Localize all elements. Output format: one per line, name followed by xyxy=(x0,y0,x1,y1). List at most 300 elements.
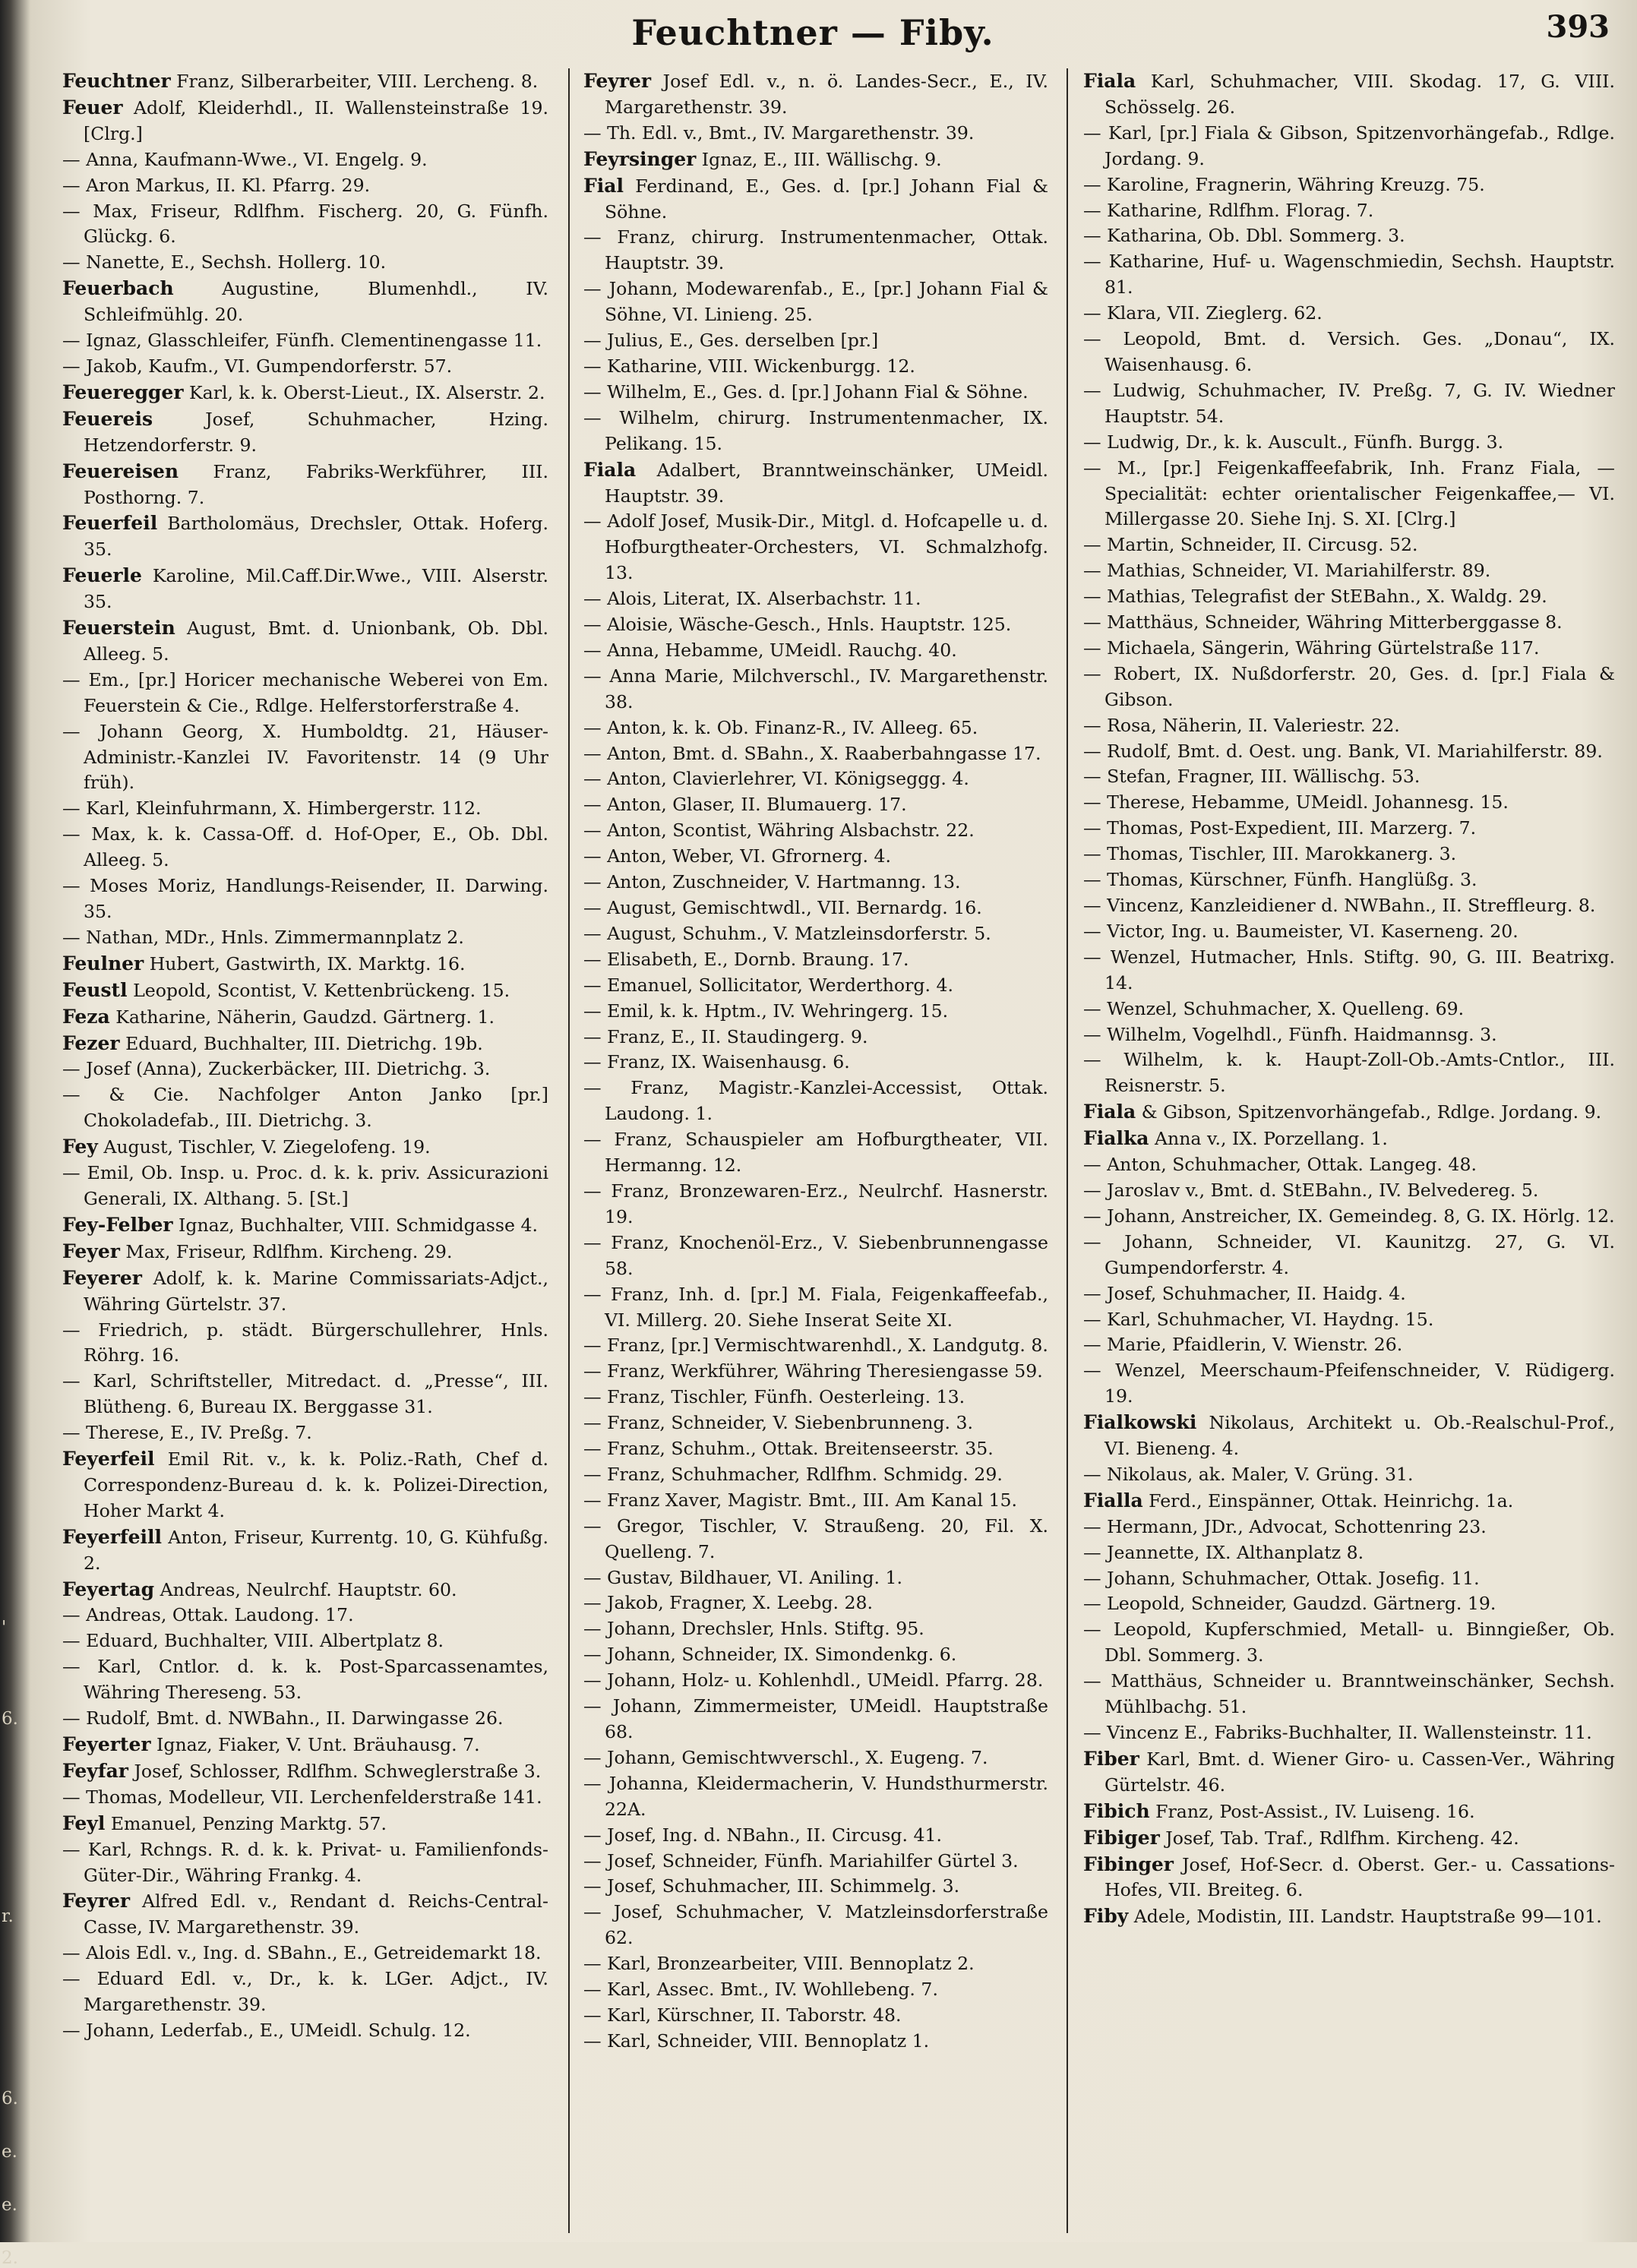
margin-fragment: 2. xyxy=(2,2248,18,2268)
surname-heading: Fiala xyxy=(1083,70,1136,92)
entry-text: — Andreas, Ottak. Laudong. 17. xyxy=(62,1604,354,1626)
directory-entry xyxy=(1083,198,1615,224)
entry-text: — Rosa, Näherin, II. Valeriestr. 22. xyxy=(1083,714,1400,736)
surname-heading: Feyerfeill xyxy=(62,1525,163,1548)
directory-entry xyxy=(62,1239,548,1265)
directory-entry xyxy=(1083,1152,1615,1178)
entry-text: Eduard, Buchhalter, III. Dietrichg. 19b. xyxy=(125,1032,483,1054)
entry-text: — Wenzel, Hutmacher, Hnls. Stiftg. 90, G. III. Beatrixg. 14. xyxy=(1083,946,1615,993)
entry-text: Anton, Friseur, Kurrentg. 10, G. Kühfußg. 2. xyxy=(84,1526,548,1574)
page-number: 393 xyxy=(1546,9,1610,45)
directory-entry xyxy=(583,1230,1048,1282)
surname-heading: Feulner xyxy=(62,952,144,974)
directory-entry xyxy=(1083,997,1615,1022)
directory-entry xyxy=(62,822,548,873)
directory-entry xyxy=(583,741,1048,767)
entry-text: — Franz, Inh. d. [pr.] M. Fiala, Feigenkaffeefab., VI. Millerg. 20. Siehe Inserat Seite XI. xyxy=(583,1283,1048,1331)
entry-text: Emanuel, Penzing Marktg. 57. xyxy=(110,1812,387,1834)
directory-entry xyxy=(583,921,1048,947)
entry-text: — Katharine, VIII. Wickenburgg. 12. xyxy=(583,355,915,377)
directory-entry xyxy=(583,1642,1048,1668)
entry-text: — Johann, Modewarenfab., E., [pr.] Johann Fial & Söhne, VI. Linieng. 25. xyxy=(583,278,1048,326)
entry-text: — Wilhelm, chirurg. Instrumentenmacher, IX. Pelikang. 15. xyxy=(583,406,1048,454)
surname-heading: Feuerbach xyxy=(62,277,174,300)
surname-heading: Feyer xyxy=(62,1240,120,1262)
directory-entry xyxy=(1083,1488,1615,1515)
directory-entry xyxy=(1083,893,1615,919)
directory-entry xyxy=(1083,249,1615,301)
entry-text: — Johanna, Kleidermacherin, V. Hundsthurmerstr. 22A. xyxy=(583,1772,1048,1820)
directory-entry xyxy=(62,1732,548,1758)
entry-text: — Adolf Josef, Musik-Dir., Mitgl. d. Hofcapelle u. d. Hofburgtheater-Orchesters, VI. Schmalzhofg. 13. xyxy=(583,510,1048,584)
directory-entry xyxy=(583,1025,1048,1050)
directory-entry xyxy=(583,1745,1048,1771)
surname-heading: Feueregger xyxy=(62,381,184,403)
entry-text: — Franz, Bronzewaren-Erz., Neulrchf. Hasnerstr. 19. xyxy=(583,1180,1048,1227)
entry-text: — Klara, VII. Zieglerg. 62. xyxy=(1083,302,1323,324)
directory-entry xyxy=(1083,1126,1615,1152)
surname-heading: Fial xyxy=(583,174,624,197)
directory-entry xyxy=(62,173,548,199)
entry-text: Adalbert, Branntweinschänker, UMeidl. Hauptstr. 39. xyxy=(605,459,1048,507)
entry-text: — Max, k. k. Cassa-Off. d. Hof-Oper, E., Ob. Dbl. Alleeg. 5. xyxy=(62,823,548,871)
entry-text: — Elisabeth, E., Dornb. Braung. 17. xyxy=(583,948,909,970)
entry-text: Ignaz, E., III. Wällischg. 9. xyxy=(701,148,942,170)
directory-entry xyxy=(62,1888,548,1941)
entry-text: Emil Rit. v., k. k. Poliz.-Rath, Chef d. Correspondenz-Bureau d. k. k. Polizei-Direction, Hoher Markt 4. xyxy=(84,1448,548,1521)
entry-text: — Alois Edl. v., Ing. d. SBahn., E., Getreidemarkt 18. xyxy=(62,1942,542,1964)
entry-text: — Franz, IX. Waisenhausg. 6. xyxy=(583,1051,850,1073)
directory-entry xyxy=(583,225,1048,276)
directory-entry xyxy=(62,1161,548,1212)
surname-heading: Fibiger xyxy=(1083,1826,1160,1849)
directory-entry xyxy=(583,173,1048,226)
directory-entry xyxy=(583,1514,1048,1565)
entry-text: — Gustav, Bildhauer, VI. Aniling. 1. xyxy=(583,1566,902,1588)
entry-text: — Anton, Scontist, Währing Alsbachstr. 22. xyxy=(583,820,975,842)
entry-text: — Mathias, Telegrafist der StEBahn., X. Waldg. 29. xyxy=(1083,586,1547,608)
entry-text: — Thomas, Post-Expedient, III. Marzerg. 7. xyxy=(1083,817,1477,839)
entry-text: Andreas, Neulrchf. Hauptstr. 60. xyxy=(160,1578,457,1600)
entry-text: Leopold, Scontist, V. Kettenbrückeng. 15. xyxy=(133,979,510,1001)
directory-entry xyxy=(1083,1022,1615,1048)
margin-fragment: e. xyxy=(2,2142,17,2162)
entry-text: Josef, Schuhmacher, Hzing. Hetzendorferstr. 9. xyxy=(84,408,548,456)
entry-text: — Wilhelm, k. k. Haupt-Zoll-Ob.-Amts-Cntlor., III. Reisnerstr. 5. xyxy=(1083,1049,1615,1097)
entry-text: — Karl, Kleinfuhrmann, X. Himbergerstr. 112. xyxy=(62,798,482,820)
entry-text: — Franz, E., II. Staudingerg. 9. xyxy=(583,1025,868,1047)
directory-entry xyxy=(583,896,1048,921)
entry-text: — Josef (Anna), Zuckerbäcker, III. Dietrichg. 3. xyxy=(62,1058,491,1080)
directory-entry xyxy=(62,978,548,1004)
directory-entry xyxy=(1083,816,1615,842)
directory-entry xyxy=(583,715,1048,741)
entry-text: — Marie, Pfaidlerin, V. Wienstr. 26. xyxy=(1083,1334,1403,1356)
directory-entry xyxy=(583,354,1048,380)
directory-entry xyxy=(1083,327,1615,378)
directory-entry xyxy=(62,796,548,822)
entry-text: Josef, Schlosser, Rdlfhm. Schweglerstraße 3. xyxy=(134,1760,542,1782)
directory-entry xyxy=(62,354,548,380)
directory-entry xyxy=(62,1785,548,1811)
entry-text: — Mathias, Schneider, VI. Mariahilferstr. 89. xyxy=(1083,560,1491,582)
directory-entry xyxy=(62,615,548,668)
margin-fragment: e. xyxy=(2,2195,17,2215)
entry-text: — Aloisie, Wäsche-Gesch., Hnls. Hauptstr. 125. xyxy=(583,614,1012,636)
entry-text: Katharine, Näherin, Gaudzd. Gärtnerg. 1. xyxy=(115,1006,495,1028)
surname-heading: Feuerle xyxy=(62,564,142,587)
entry-text: — Wenzel, Meerschaum-Pfeifenschneider, V. Rüdigerg. 19. xyxy=(1083,1360,1615,1407)
directory-entry xyxy=(1083,1799,1615,1825)
directory-entry xyxy=(62,1837,548,1889)
directory-entry xyxy=(583,612,1048,638)
surname-heading: Feuereisen xyxy=(62,460,179,482)
entry-text: — Johann, Drechsler, Hnls. Stiftg. 95. xyxy=(583,1618,924,1640)
directory-entry xyxy=(62,1134,548,1161)
directory-entry xyxy=(62,719,548,797)
entry-text: — Anna Marie, Milchverschl., IV. Margarethenstr. 38. xyxy=(583,665,1048,712)
directory-entry xyxy=(1083,1099,1615,1126)
entry-text: — Rudolf, Bmt. d. Oest. ung. Bank, VI. Mariahilferstr. 89. xyxy=(1083,740,1603,762)
directory-entry xyxy=(583,1951,1048,1977)
entry-text: — Katharine, Huf- u. Wagenschmiedin, Sechsh. Hauptstr. 81. xyxy=(1083,251,1615,299)
directory-entry xyxy=(583,999,1048,1025)
surname-heading: Feyertag xyxy=(62,1578,155,1600)
entry-text: Ferdinand, E., Ges. d. [pr.] Johann Fial & Söhne. xyxy=(605,175,1048,223)
entry-text: — Johann, Holz- u. Kohlenhdl., UMeidl. Pfarrg. 28. xyxy=(583,1669,1044,1692)
directory-entry xyxy=(1083,456,1615,533)
entry-text: — Moses Moriz, Handlungs-Reisender, II. Darwing. 35. xyxy=(62,875,548,922)
entry-text: — Franz, Schauspieler am Hofburgtheater, VII. Hermanng. 12. xyxy=(583,1129,1048,1177)
entry-text: — Karl, Schriftsteller, Mitredact. d. „Presse“, III. Blütheng. 6, Bureau IX. Berggasse 31. xyxy=(62,1370,548,1418)
directory-entry xyxy=(62,95,548,147)
entry-text: — Karl, Cntlor. d. k. k. Post-Sparcassenamtes, Währing Thereseng. 53. xyxy=(62,1656,548,1704)
surname-heading: Feza xyxy=(62,1005,110,1028)
directory-entry xyxy=(1083,1410,1615,1462)
entry-text: — Therese, E., IV. Preßg. 7. xyxy=(62,1422,312,1444)
directory-entry xyxy=(583,328,1048,354)
directory-entry xyxy=(1083,1358,1615,1410)
entry-text: — Aron Markus, II. Kl. Pfarrg. 29. xyxy=(62,174,371,196)
directory-entry xyxy=(62,1318,548,1369)
directory-entry xyxy=(1083,1746,1615,1799)
directory-entry xyxy=(583,147,1048,173)
directory-entry xyxy=(1083,713,1615,739)
entry-text: — Michaela, Sängerin, Währing Gürtelstraße 117. xyxy=(1083,636,1540,659)
directory-entry xyxy=(1083,378,1615,430)
directory-entry xyxy=(583,1282,1048,1334)
directory-entry xyxy=(62,925,548,951)
directory-entry xyxy=(583,1050,1048,1076)
directory-column-3 xyxy=(1083,68,1615,2233)
directory-entry xyxy=(583,586,1048,612)
entry-text: — Anna, Kaufmann-Wwe., VI. Engelg. 9. xyxy=(62,148,428,170)
entry-text: Franz, Post-Assist., IV. Luiseng. 16. xyxy=(1155,1800,1475,1822)
directory-entry xyxy=(583,457,1048,510)
entry-text: — Karl, Rchngs. R. d. k. k. Privat- u. Familienfonds-Güter-Dir., Währing Frankg. 4. xyxy=(62,1838,548,1886)
directory-entry xyxy=(62,563,548,615)
entry-text: — Thomas, Tischler, III. Marokkanerg. 3. xyxy=(1083,843,1457,865)
directory-entry xyxy=(583,766,1048,792)
entry-text: — Eduard Edl. v., Dr., k. k. LGer. Adjct., IV. Margarethenstr. 39. xyxy=(62,1968,548,2016)
surname-heading: Fiala xyxy=(583,458,637,481)
entry-text: — Ludwig, Schuhmacher, IV. Preßg. 7, G. IV. Wiedner Hauptstr. 54. xyxy=(1083,379,1615,427)
entry-text: — Friedrich, p. städt. Bürgerschullehrer, Hnls. Röhrg. 16. xyxy=(62,1319,548,1366)
entry-text: — Anton, Glaser, II. Blumauerg. 17. xyxy=(583,794,907,816)
entry-text: — Emanuel, Sollicitator, Werderthorg. 4. xyxy=(583,974,954,996)
entry-text: — Matthäus, Schneider u. Branntweinschänker, Sechsh. Mühlbachg. 51. xyxy=(1083,1670,1615,1718)
directory-entry xyxy=(1083,1566,1615,1592)
surname-heading: Feyrsinger xyxy=(583,147,697,170)
directory-entry xyxy=(62,1524,548,1577)
entry-text: — Leopold, Kupferschmied, Metall- u. Binngießer, Ob. Dbl. Sommerg. 3. xyxy=(1083,1619,1615,1666)
column-divider xyxy=(568,68,570,2233)
entry-text: Alfred Edl. v., Rendant d. Reichs-Central-Casse, IV. Margarethenstr. 39. xyxy=(84,1891,548,1938)
directory-entry xyxy=(62,510,548,563)
entry-text: — August, Schuhm., V. Matzleinsdorferstr. 5. xyxy=(583,922,991,944)
entry-text: — Nanette, E., Sechsh. Hollerg. 10. xyxy=(62,251,387,273)
directory-entry xyxy=(1083,662,1615,713)
directory-entry xyxy=(583,1436,1048,1462)
entry-text: — Franz, Magistr.-Kanzlei-Accessist, Ottak. Laudong. 1. xyxy=(583,1077,1048,1125)
directory-entry xyxy=(62,1082,548,1134)
surname-heading: Feyrer xyxy=(583,70,652,92)
directory-entry xyxy=(1083,430,1615,456)
entry-text: — Johann, Anstreicher, IX. Gemeindeg. 8, G. IX. Hörlg. 12. xyxy=(1083,1205,1615,1227)
entry-text: — Leopold, Schneider, Gaudzd. Gärtnerg. 19. xyxy=(1083,1593,1496,1615)
entry-text: — Franz, Werkführer, Währing Theresiengasse 59. xyxy=(583,1360,1043,1382)
entry-text: — Karl, [pr.] Fiala & Gibson, Spitzenvorhängefab., Rdlge. Jordang. 9. xyxy=(1083,122,1615,169)
directory-entry xyxy=(1083,121,1615,172)
entry-text: — Franz, [pr.] Vermischtwarenhdl., X. Landgutg. 8. xyxy=(583,1335,1048,1357)
directory-entry xyxy=(1083,1825,1615,1852)
entry-text: — Ignaz, Glasschleifer, Fünfh. Clementinengasse 11. xyxy=(62,330,542,352)
entry-text: — Matthäus, Schneider, Währing Mitterberggasse 8. xyxy=(1083,611,1563,633)
directory-entry xyxy=(1083,1047,1615,1099)
surname-heading: Fibich xyxy=(1083,1799,1150,1822)
directory-entry xyxy=(583,276,1048,328)
directory-entry xyxy=(62,1031,548,1057)
entry-text: — & Cie. Nachfolger Anton Janko [pr.] Chokoladefab., III. Dietrichg. 3. xyxy=(62,1084,548,1132)
entry-text: Franz, Fabriks-Werkführer, III. Posthorng. 7. xyxy=(84,460,548,508)
directory-entry xyxy=(583,638,1048,664)
directory-entry xyxy=(62,276,548,328)
entry-text: — Franz, Schuhmacher, Rdlfhm. Schmidg. 29. xyxy=(583,1463,1003,1485)
directory-entry xyxy=(62,328,548,354)
directory-entry xyxy=(62,1057,548,1082)
directory-entry xyxy=(583,1127,1048,1179)
directory-entry xyxy=(583,1385,1048,1410)
entry-text: — Franz, chirurg. Instrumentenmacher, Ottak. Hauptstr. 39. xyxy=(583,226,1048,274)
directory-entry xyxy=(1083,584,1615,610)
directory-entry xyxy=(62,406,548,459)
entry-text: — Ludwig, Dr., k. k. Auscult., Fünfh. Burgg. 3. xyxy=(1083,431,1504,453)
entry-text: Karl, k. k. Oberst-Lieut., IX. Alserstr. 2. xyxy=(189,381,545,403)
directory-entry xyxy=(1083,1307,1615,1333)
entry-text: — Josef, Schneider, Fünfh. Mariahilfer Gürtel 3. xyxy=(583,1849,1019,1872)
surname-heading: Feuerfeil xyxy=(62,512,158,535)
directory-entry xyxy=(1083,172,1615,198)
entry-text: Karl, Schuhmacher, VIII. Skodag. 17, G. VIII. Schösselg. 26. xyxy=(1105,71,1615,118)
entry-text: — Franz, Knochenöl-Erz., V. Siebenbrunnengasse 58. xyxy=(583,1231,1048,1279)
entry-text: Josef Edl. v., n. ö. Landes-Secr., E., IV. Margarethenstr. 39. xyxy=(605,71,1048,118)
directory-entry xyxy=(1083,636,1615,662)
directory-entry xyxy=(1083,842,1615,867)
entry-text: — Hermann, JDr., Advocat, Schottenring 23. xyxy=(1083,1515,1487,1537)
entry-text: — Anton, Bmt. d. SBahn., X. Raaberbahngasse 17. xyxy=(583,742,1041,764)
entry-text: — Vincenz, Kanzleidiener d. NWBahn., II. Streffleurg. 8. xyxy=(1083,895,1596,916)
directory-entry xyxy=(62,1758,548,1785)
directory-entry xyxy=(62,1628,548,1654)
entry-text: Hubert, Gastwirth, IX. Marktg. 16. xyxy=(149,952,466,974)
surname-heading: Fialka xyxy=(1083,1127,1149,1150)
entry-text: — Robert, IX. Nußdorferstr. 20, Ges. d. [pr.] Fiala & Gibson. xyxy=(1083,662,1615,710)
entry-text: — Josef, Schuhmacher, III. Schimmelg. 3. xyxy=(583,1875,960,1897)
entry-text: — Rudolf, Bmt. d. NWBahn., II. Darwingasse 26. xyxy=(62,1707,504,1729)
surname-heading: Fiber xyxy=(1083,1747,1139,1770)
entry-text: — Wilhelm, E., Ges. d. [pr.] Johann Fial & Söhne. xyxy=(583,381,1029,403)
surname-heading: Feyrer xyxy=(62,1890,131,1913)
directory-entry xyxy=(1083,301,1615,327)
directory-entry xyxy=(62,250,548,276)
entry-text: — Emil, k. k. Hptm., IV. Wehringerg. 15. xyxy=(583,1000,949,1022)
entry-text: Ferd., Einspänner, Ottak. Heinrichg. 1a. xyxy=(1149,1489,1514,1511)
directory-entry xyxy=(62,459,548,511)
entry-text: August, Tischler, V. Ziegelofeng. 19. xyxy=(103,1136,431,1158)
directory-entry xyxy=(1083,558,1615,584)
entry-text: — Franz Xaver, Magistr. Bmt., III. Am Kanal 15. xyxy=(583,1489,1018,1511)
directory-entry xyxy=(583,844,1048,870)
directory-entry xyxy=(1083,1540,1615,1566)
surname-heading: Fialkowski xyxy=(1083,1411,1197,1434)
directory-entry xyxy=(1083,1617,1615,1669)
entry-text: — Karl, Kürschner, II. Taborstr. 48. xyxy=(583,2004,902,2026)
entry-text: — Julius, E., Ges. derselben [pr.] xyxy=(583,330,879,352)
directory-entry xyxy=(583,1565,1048,1591)
directory-entry xyxy=(583,1616,1048,1642)
column-divider xyxy=(1067,68,1068,2233)
directory-entry xyxy=(62,1420,548,1446)
directory-entry xyxy=(583,1771,1048,1823)
directory-entry xyxy=(583,1410,1048,1436)
entry-text: — Wilhelm, Vogelhdl., Fünfh. Haidmannsg. 3. xyxy=(1083,1023,1497,1045)
directory-entry xyxy=(1083,790,1615,816)
directory-entry xyxy=(1083,532,1615,558)
entry-text: — Jakob, Kaufm., VI. Gumpendorferstr. 57. xyxy=(62,355,453,377)
entry-text: — Thomas, Modelleur, VII. Lerchenfelderstraße 141. xyxy=(62,1786,542,1808)
directory-entry xyxy=(62,1369,548,1420)
directory-entry xyxy=(62,1966,548,2018)
entry-text: Karl, Bmt. d. Wiener Giro- u. Cassen-Ver., Währing Gürtelstr. 46. xyxy=(1105,1748,1615,1796)
entry-text: — Jaroslav v., Bmt. d. StEBahn., IV. Belvedereg. 5. xyxy=(1083,1179,1539,1201)
entry-text: — Franz, Schuhm., Ottak. Breitenseerstr. 35. xyxy=(583,1438,994,1460)
surname-heading: Feyerter xyxy=(62,1733,151,1755)
entry-text: — Johann, Schneider, IX. Simondenkg. 6. xyxy=(583,1644,957,1666)
directory-entry xyxy=(62,1941,548,1966)
entry-text: — Max, Friseur, Rdlfhm. Fischerg. 20, G. Fünfh. Glückg. 6. xyxy=(62,200,548,248)
directory-entry xyxy=(62,668,548,719)
entry-text: — Stefan, Fragner, III. Wällischg. 53. xyxy=(1083,766,1421,788)
directory-entry xyxy=(62,1446,548,1524)
surname-heading: Fey xyxy=(62,1136,98,1158)
directory-entry xyxy=(1083,945,1615,997)
entry-text: — Therese, Hebamme, UMeidl. Johannesg. 15. xyxy=(1083,791,1509,813)
entry-text: Karoline, Mil.Caff.Dir.Wwe., VIII. Alserstr. 35. xyxy=(84,565,548,613)
directory-entry xyxy=(583,1668,1048,1694)
entry-text: — Th. Edl. v., Bmt., IV. Margarethenstr. 39. xyxy=(583,122,975,144)
surname-heading: Feyl xyxy=(62,1812,106,1834)
entry-text: — Johann, Schuhmacher, Ottak. Josefig. 11. xyxy=(1083,1567,1480,1589)
entry-text: — Nathan, MDr., Hnls. Zimmermannplatz 2. xyxy=(62,926,464,948)
directory-entry xyxy=(583,509,1048,586)
directory-entry xyxy=(583,1590,1048,1616)
entry-text: Nikolaus, Architekt u. Ob.-Realschul-Prof., VI. Bieneng. 4. xyxy=(1105,1412,1615,1460)
entry-text: Adolf, k. k. Marine Commissariats-Adjct., Währing Gürtelstr. 37. xyxy=(84,1267,548,1315)
entry-text: — Karl, Bronzearbeiter, VIII. Bennoplatz 2. xyxy=(583,1953,975,1975)
entry-text: — Katharina, Ob. Dbl. Sommerg. 3. xyxy=(1083,225,1405,247)
entry-text: — Josef, Ing. d. NBahn., II. Circusg. 41. xyxy=(583,1824,943,1846)
directory-entry xyxy=(1083,1178,1615,1204)
margin-fragment: 6. xyxy=(2,2089,18,2108)
entry-text: — Martin, Schneider, II. Circusg. 52. xyxy=(1083,534,1418,556)
surname-heading: Fibinger xyxy=(1083,1853,1174,1875)
surname-heading: Fiby xyxy=(1083,1905,1129,1928)
entry-text: — Josef, Schuhmacher, II. Haidg. 4. xyxy=(1083,1282,1406,1304)
directory-entry xyxy=(583,1874,1048,1900)
directory-entry xyxy=(62,951,548,978)
directory-entry xyxy=(583,1823,1048,1849)
entry-text: — Franz, Schneider, V. Siebenbrunneng. 3. xyxy=(583,1412,974,1434)
directory-entry xyxy=(1083,764,1615,790)
directory-entry xyxy=(1083,867,1615,893)
directory-entry xyxy=(1083,919,1615,945)
directory-entry xyxy=(1083,1515,1615,1540)
directory-entry xyxy=(1083,68,1615,121)
entry-text: Adolf, Kleiderhdl., II. Wallensteinstraße 19. [Clrg.] xyxy=(84,96,548,144)
directory-entry xyxy=(62,199,548,251)
directory-entry xyxy=(1083,1852,1615,1904)
directory-entry xyxy=(62,147,548,173)
entry-text: — Victor, Ing. u. Baumeister, VI. Kaserneng. 20. xyxy=(1083,920,1518,942)
entry-text: Max, Friseur, Rdlfhm. Kircheng. 29. xyxy=(125,1240,453,1262)
directory-entry xyxy=(583,1359,1048,1385)
directory-entry xyxy=(583,2029,1048,2055)
surname-heading: Feyfar xyxy=(62,1759,128,1782)
entry-text: — Johann Georg, X. Humboldtg. 21, Häuser-Administr.-Kanzlei IV. Favoritenstr. 14 (9 Uhr früh). xyxy=(62,720,548,794)
directory-entry xyxy=(583,1462,1048,1488)
surname-heading: Fezer xyxy=(62,1031,120,1054)
surname-heading: Feuer xyxy=(62,96,123,118)
directory-entry xyxy=(1083,1332,1615,1358)
directory-entry xyxy=(1083,1281,1615,1307)
directory-column-2 xyxy=(583,68,1048,2233)
entry-text: — Leopold, Bmt. d. Versich. Ges. „Donau“, IX. Waisenhausg. 6. xyxy=(1083,328,1615,375)
entry-text: Ignaz, Fiaker, V. Unt. Bräuhausg. 7. xyxy=(156,1734,480,1755)
directory-entry xyxy=(62,2018,548,2044)
directory-entry xyxy=(1083,610,1615,636)
directory-entry xyxy=(62,1212,548,1239)
directory-entry xyxy=(1083,1591,1615,1617)
directory-entry xyxy=(62,1603,548,1628)
directory-entry xyxy=(62,1706,548,1732)
margin-fragment: 6. xyxy=(2,1709,18,1729)
directory-entry xyxy=(583,870,1048,896)
directory-entry xyxy=(62,873,548,925)
directory-entry xyxy=(583,121,1048,147)
entry-text: — Katharine, Rdlfhm. Florag. 7. xyxy=(1083,199,1374,221)
directory-entry xyxy=(62,1004,548,1031)
directory-entry xyxy=(583,973,1048,999)
